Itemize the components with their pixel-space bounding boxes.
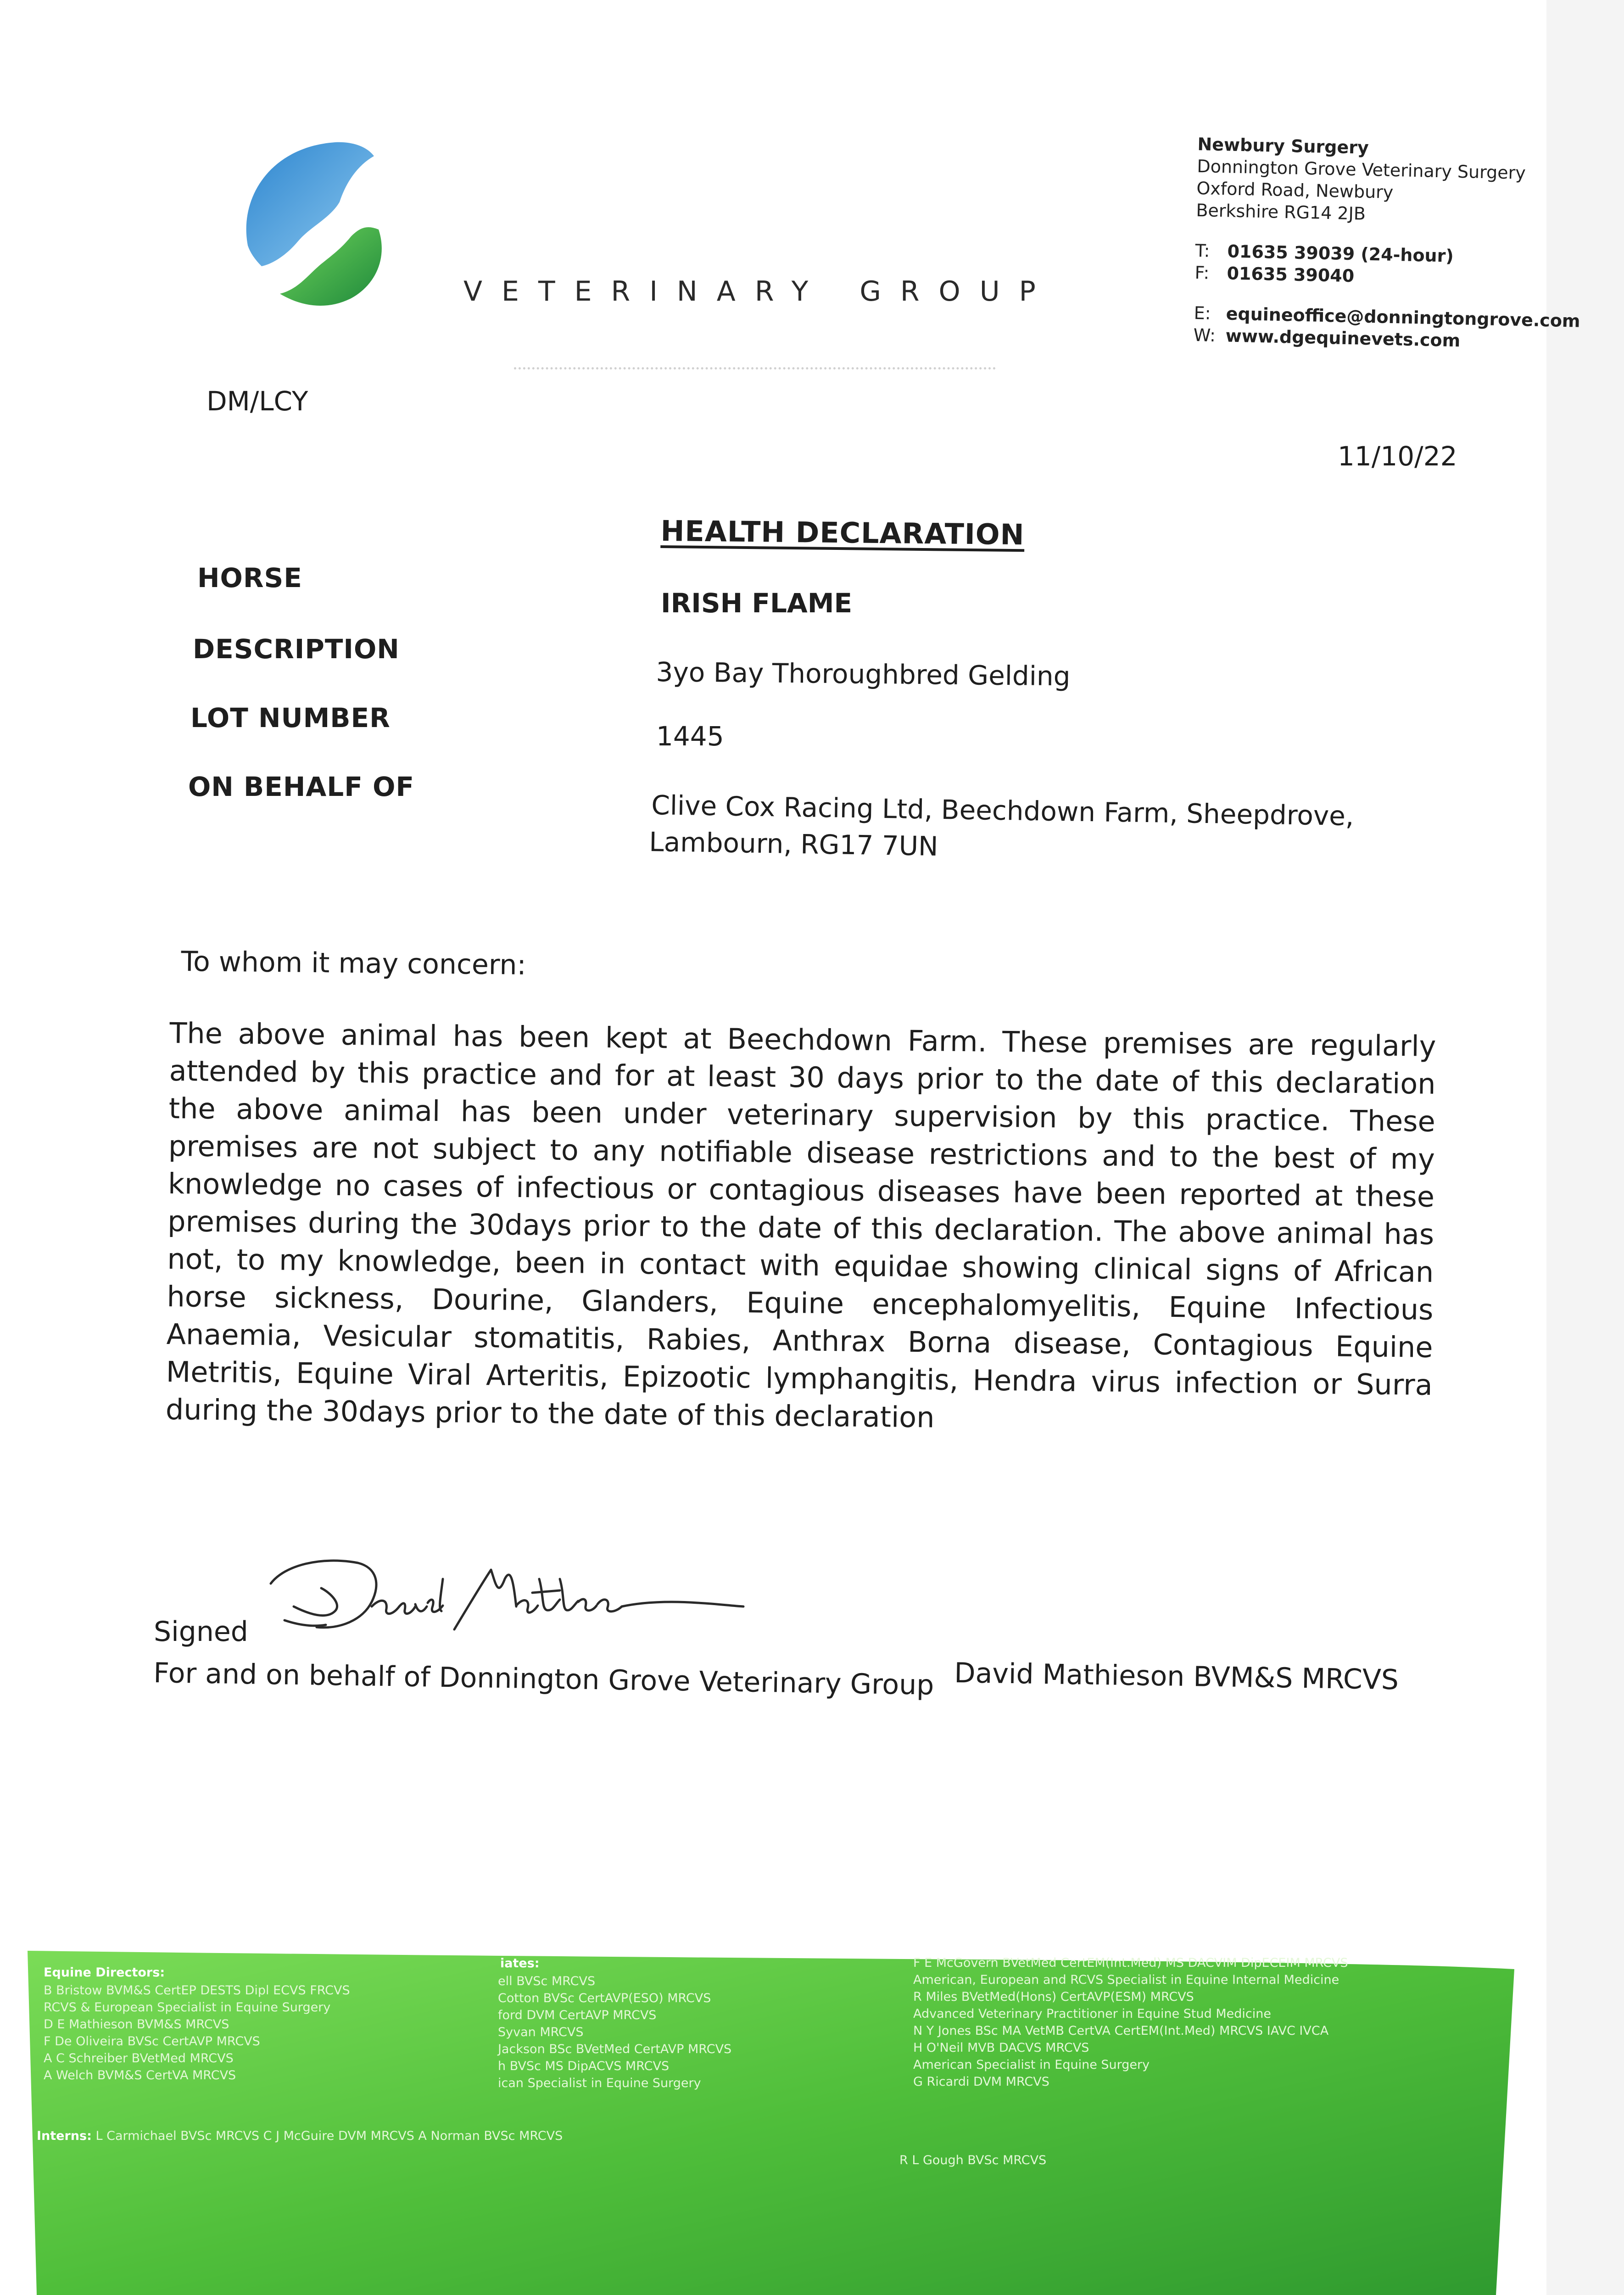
website: www.dgequinevets.com [1225, 325, 1461, 351]
lot-number-value: 1445 [656, 721, 724, 752]
footer-interns [37, 2129, 563, 2143]
footer-directors-heading: Equine Directors: [44, 1965, 165, 1980]
declaration-body: The above animal has been kept at Beechdown Farm. These premises are regularly attended by this practice and for at least 30 days prior to the date of this declaration the above animal has been under veterinary supervision by this practice. These premises are not subject to any notifiable disease restrictions and to the best of my knowledge no cases of infectious or contagious diseases have been reported at these premises during the 30days prior to the date of this declaration. The above animal has not, to my knowledge, been in contact with equidae showing clinical signs of African horse sickness, Dourine, Glanders, Equine encephalomyelitis, Equine Infectious Anaemia, Vesicular stomatitis, Rabies, Anthrax Borna disease, Contagious Equine Metritis, Equine Viral Arteritis, Epizootic lymphangitis, Hendra virus infection or Surra during the 30days prior to the date of this declaration [165, 1016, 1436, 1434]
address-line: Oxford Road, Newbury [1196, 178, 1394, 202]
greeting: To whom it may concern: [181, 946, 527, 981]
handwritten-signature [266, 1551, 762, 1652]
description-value: 3yo Bay Thoroughbred Gelding [656, 656, 1071, 692]
on-behalf-statement: For and on behalf of Donnington Grove Veterinary Group [153, 1657, 934, 1702]
on-behalf-of-value-line1: Clive Cox Racing Ltd, Beechdown Farm, Sheepdrove, [651, 789, 1354, 832]
horse-label: HORSE [197, 562, 302, 593]
footer-extra-name: R L Gough BVSc MRCVS [899, 2153, 1047, 2167]
signer-name: David Mathieson BVM&S MRCVS [954, 1657, 1399, 1696]
website-line: W: www.dgequinevets.com [1193, 325, 1461, 351]
brand-wordmark [463, 275, 1055, 308]
brand-word-veterinary: VETERINARY [463, 275, 828, 308]
footer-consultants-list: F E McGovern BVetMed CertEM(Int.Med) MS DACVIM DipECEIM MRCVS American, European and RCVS Specialist in Equine Internal Medicine R Miles BVetMed(Hons) CertAVP(ESM) MRCVS Advanced Veterinary Practitioner in Equine Stud Medicine N Y Jones BSc MA VetMB CertVA CertEM(Int.Med) MRCVS IAVC IVCA H O'Neil MVB DACVS MRCVS American Specialist in Equine Surgery G Ricardi DVM MRCVS [913, 1956, 1348, 2089]
reference: DM/LCY [206, 386, 308, 417]
telephone: 01635 39039 (24-hour) [1227, 241, 1454, 266]
footer-associates-heading: iates: [500, 1956, 540, 1970]
horse-value: IRISH FLAME [661, 588, 853, 619]
address-line: Berkshire RG14 2JB [1196, 200, 1366, 224]
brand-word-group: GROUP [859, 275, 1055, 308]
veterinary-group-logo-icon [229, 138, 395, 312]
footer-interns-list: L Carmichael BVSc MRCVS C J McGuire DVM MRCVS A Norman BVSc MRCVS [95, 2129, 563, 2143]
lot-number-label: LOT NUMBER [190, 702, 391, 733]
email: equineoffice@donningtongrove.com [1226, 303, 1581, 331]
footer-associates-list: ell BVSc MRCVS Cotton BVSc CertAVP(ESO) MRCVS ford DVM CertAVP MRCVS Syvan MRCVS Jackson BSc BVetMed CertAVP MRCVS h BVSc MS DipACVS MRCVS ican Specialist in Equine Surgery [498, 1974, 732, 2090]
fax: 01635 39040 [1227, 263, 1355, 286]
letterhead-divider [514, 367, 996, 369]
fax-line: F: 01635 39040 [1194, 262, 1355, 286]
on-behalf-of-value-line2: Lambourn, RG17 7UN [648, 826, 939, 862]
footer-interns-label: Interns: [37, 2129, 92, 2143]
telephone-line: T: 01635 39039 (24-hour) [1195, 240, 1454, 266]
footer-directors-list: B Bristow BVM&S CertEP DESTS Dipl ECVS FRCVS RCVS & European Specialist in Equine Surgery D E Mathieson BVM&S MRCVS F De Oliveira BVSc CertAVP MRCVS A C Schreiber BVetMed MRCVS A Welch BVM&S CertVA MRCVS [44, 1983, 350, 2082]
letter-date: 11/10/22 [1338, 441, 1457, 472]
email-line: E: equineoffice@donningtongrove.com [1194, 302, 1581, 331]
document-title: HEALTH DECLARATION [660, 514, 1025, 552]
description-label: DESCRIPTION [193, 633, 400, 665]
address-block [1193, 133, 1584, 354]
on-behalf-of-label: ON BEHALF OF [188, 771, 414, 802]
address-line: Donnington Grove Veterinary Surgery [1197, 156, 1526, 183]
signed-label: Signed [154, 1616, 248, 1648]
surgery-name: Newbury Surgery [1197, 134, 1369, 158]
